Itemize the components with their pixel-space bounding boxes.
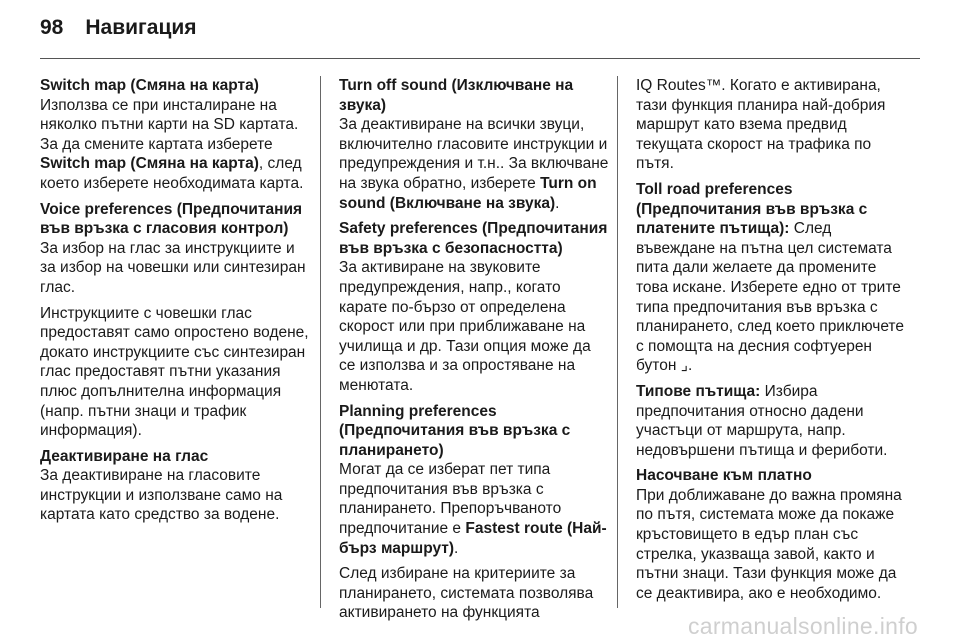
section-heading: Деактивиране на глас (40, 447, 209, 465)
section-planning-preferences (339, 402, 611, 559)
text-part: Избира предпочитания относно дадени участъци от маршрута, напр. недовършени пътища и фериботи. (636, 382, 888, 459)
text-part: Могат да се изберат пет типа предпочитания във връзка с планирането. Препоръчваното предпочитание е (339, 461, 562, 538)
section-heading: Safety preferences (Предпочитания във връзка с безопасността) (339, 220, 608, 257)
section-text: IQ Routes™. Когато е активирана, тази функция планира най-добрия маршрут като взема предвид текущата скорост на трафика по пътя. (636, 77, 886, 173)
section-deactivate-voice (40, 447, 312, 525)
text-part: . (454, 539, 459, 557)
planning-paragraph-2 (339, 564, 611, 623)
section-heading: Типове пътища: (636, 382, 761, 400)
section-heading: Насочване към платно (636, 467, 812, 485)
section-text: Инструкциите с човешки глас предоставят само опростено водене, докато инструкциите със синтезиран глас предоставят пътни указания плюс допълнителна информация (напр. пътни знаци и трафик информация). (40, 304, 309, 440)
column-divider-1 (320, 76, 321, 608)
text-part: За деактивиране на всички звуци, включително гласовите инструкции и предупреждения и т.н.. За включване на звука обратно, изберете (339, 116, 609, 192)
text-part: . (555, 194, 560, 212)
page-number: 98 (40, 16, 64, 39)
section-text: За избор на глас за инструкциите и за избор на човешки или синтезиран глас. (40, 239, 306, 296)
section-text: След избиране на критериите за планирането, системата позволява активирането на функцията (339, 565, 594, 622)
section-toll-road (636, 180, 908, 376)
section-road-types (636, 382, 908, 460)
option-name: Switch map (Смяна на карта) (40, 155, 259, 173)
section-text (636, 180, 908, 376)
voice-paragraph-2 (40, 304, 312, 441)
section-text: За активиране на звуковите предупреждения, напр., когато карате по-бързо от определена скорост или при приближаване на училища и др. Тази опция може да се използва и за опростяване на менютата. (339, 259, 591, 394)
section-text: За деактивиране на гласовите инструкции и използване само на картата като средство за водене. (40, 467, 283, 524)
section-switch-map (40, 76, 312, 194)
section-safety-preferences (339, 219, 611, 395)
text-part: , след което изберете необходимата карта. (40, 155, 304, 192)
column-divider-2 (617, 76, 618, 608)
page-title: Навигация (85, 16, 197, 39)
section-voice-preferences (40, 200, 312, 298)
section-heading: Toll road preferences (Предпочитания във връзка с платените пътища): (636, 180, 868, 238)
section-heading: Switch map (Смяна на карта) (40, 77, 259, 94)
section-text: При доближаване до важна промяна по пътя, системата може да покаже кръстовището в едър план със стрелка, указваща завой, както и пътни знаци. Тази функция може да се деактивира, ако е необходимо. (636, 486, 902, 602)
section-text (339, 460, 611, 558)
option-name: Fastest route (Най-бърз маршрут) (339, 520, 607, 557)
text-part: Използва се при инсталиране на няколко пътни карти на SD картата. За да смените картата изберете (40, 96, 299, 153)
section-text (40, 96, 312, 194)
page-header (40, 16, 197, 56)
section-turn-off-sound (339, 76, 611, 213)
option-name: Turn on sound (Включване на звука) (339, 174, 597, 212)
section-heading: Turn off sound (Изключване на звука) (339, 77, 574, 114)
section-heading: Voice preferences (Предпочитания във връзка с гласовия контрол) (40, 200, 303, 238)
iq-routes-paragraph (636, 76, 908, 174)
column-2 (339, 76, 611, 629)
section-text (636, 382, 908, 460)
section-heading-to-lane (636, 466, 908, 603)
section-text (339, 115, 611, 213)
column-3 (636, 76, 908, 609)
watermark: carmanualsonline.info (687, 613, 918, 639)
text-part: След въвеждане на пътна цел системата пита дали желаете да промените това искане. Изберете едно от трите типа предпочитания във връзка с планирането, след което приключете с помощта на десния софтуерен бутон ⌟. (636, 220, 904, 375)
column-1 (40, 76, 312, 531)
section-heading: Planning preferences (Предпочитания във връзка с планирането) (339, 402, 571, 459)
header-divider (40, 58, 920, 59)
